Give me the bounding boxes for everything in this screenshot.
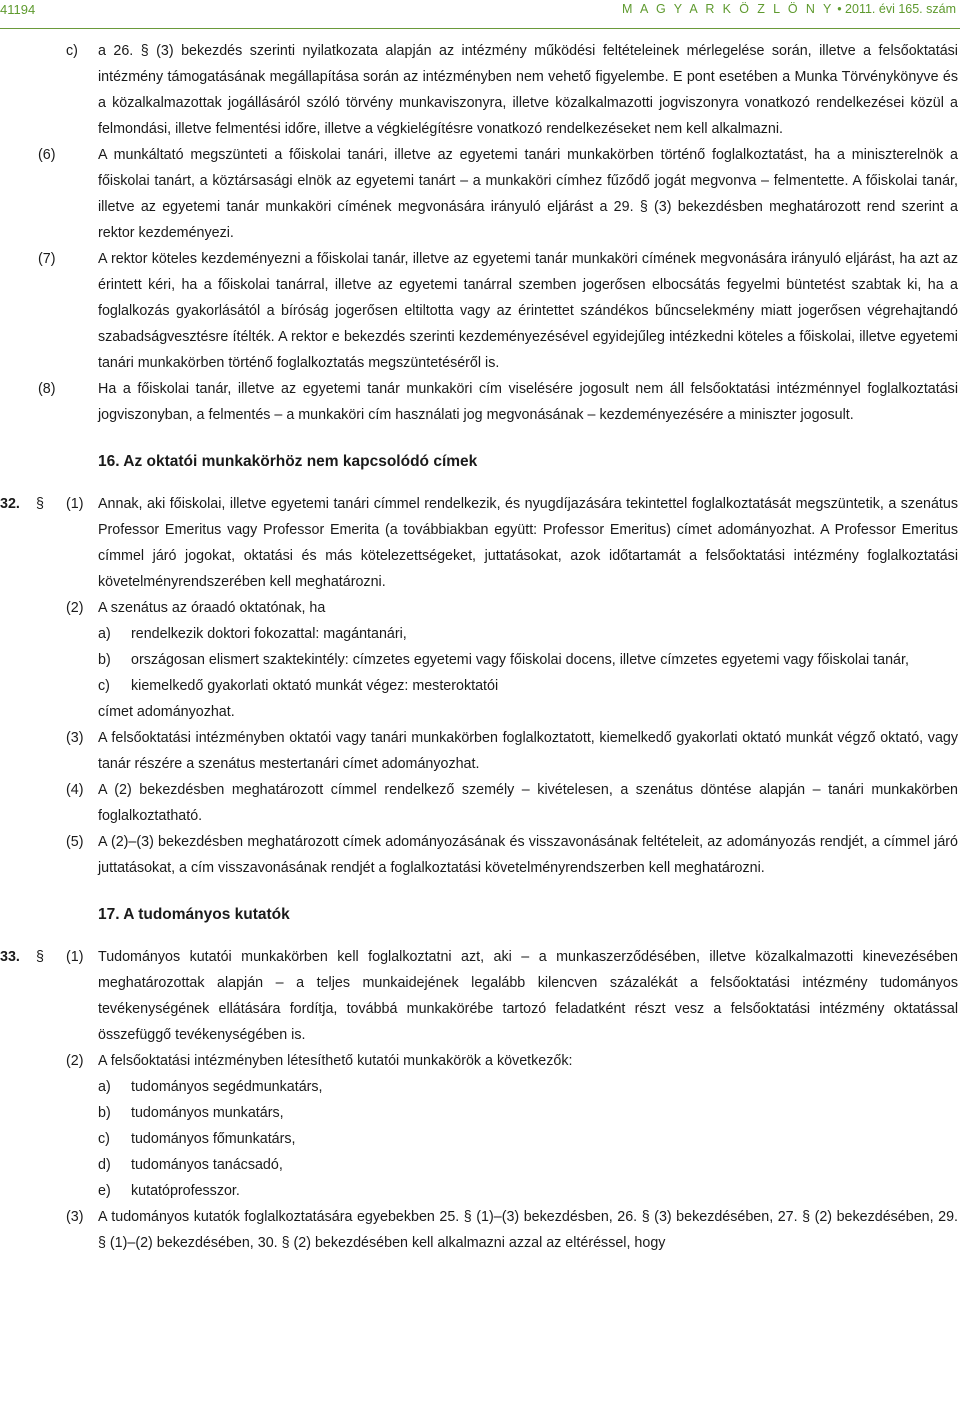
paragraph-label: (4) (66, 782, 84, 798)
paragraph-label: (6) (38, 147, 56, 163)
paragraph-text: a 26. § (3) bekezdés szerinti nyilatkozata alapján az intézmény működési feltételeinek mérlegelése során, illetve a felsőoktatási intézmény támogatásának megállapítása során az intézményben nem vehető figyelembe. E pont esetében a Munka Törvénykönyve és a közalkalmazottak jogállásáról szóló törvény munkaviszonyra, illetve közalkalmazotti jogviszonyra vonatkozó rendelkezései közül a felmondási, illetve felmentési időre, illetve a végkielégítésre vonatkozó rendelkezéseket nem kell alkalmazni. (98, 43, 958, 137)
list-item-label: b) (98, 652, 111, 668)
paragraph-label: (7) (38, 251, 56, 267)
list-item-text: tudományos tanácsadó, (131, 1157, 283, 1173)
section-33-paragraph-2 (0, 1048, 958, 1074)
paragraph-label: (3) (66, 1209, 84, 1225)
section-32-paragraph-4 (0, 777, 958, 829)
paragraph-outro: címet adományozhat. (98, 704, 235, 720)
list-item-label: c) (98, 1131, 110, 1147)
paragraph-label: c) (66, 43, 78, 59)
paragraph-text: Tudományos kutatói munkakörben kell foglalkoztatni azt, aki – a munkaszerződésében, illetve közalkalmazotti kinevezésében meghatározottak alapján – a teljes munkaidejének legalább kilencven százalékát a felsőoktatási intézmény tudományos tevékenységének ellátására fordítja, továbbá munkakörébe tartozó feladatként részt vesz a felsőoktatási intézmény oktatással összefüggő tevékenységében is. (98, 949, 958, 1043)
gazette-issue: • 2011. évi 165. szám (837, 2, 956, 16)
paragraph-label: (8) (38, 381, 56, 397)
section-32-paragraph-3 (0, 725, 958, 777)
paragraph-8 (0, 376, 958, 428)
paragraph-label: (1) (66, 496, 84, 512)
list-item-text: tudományos segédmunkatárs, (131, 1079, 323, 1095)
paragraph-text: A felsőoktatási intézményben oktatói vagy tanári munkakörben foglalkoztatott, kiemelkedő gyakorlati oktató munkát végző oktató, vagy tanár részére a szenátus mestertanári címet adományozhat. (98, 730, 958, 772)
list-item (0, 1152, 958, 1178)
document-body (0, 38, 958, 1256)
paragraph-label: (3) (66, 730, 84, 746)
paragraph-6 (0, 142, 958, 246)
paragraph-text: A (2)–(3) bekezdésben meghatározott címek adományozásának és visszavonásának feltételeit, az adományozás rendjét, a címmel járó juttatásokat, a cím visszavonásának rendjét a foglalkoztatási követelményrendszerben kell meghatározni. (98, 834, 958, 876)
paragraph-label: (1) (66, 949, 84, 965)
paragraph-label: (2) (66, 600, 84, 616)
list-item (0, 1074, 958, 1100)
list-item (0, 647, 958, 673)
header-rule (0, 28, 960, 29)
list-item-text: kutatóprofesszor. (131, 1183, 240, 1199)
section-sign: § (36, 496, 44, 512)
list-item (0, 1126, 958, 1152)
paragraph-text: A tudományos kutatók foglalkoztatására egyebekben 25. § (1)–(3) bekezdésben, 26. § (3) bekezdésében, 27. § (2) bekezdésében, 29. § (1)–(2) bekezdésében, 30. § (2) bekezdésében kell alkalmazni azzal az eltéréssel, hogy (98, 1209, 958, 1251)
paragraph-text: Annak, aki főiskolai, illetve egyetemi tanári címmel rendelkezik, és nyugdíjazására tekintettel foglalkoztatását megszüntetik, a szenátus Professor Emeritus vagy Professor Emerita (a továbbiakban együtt: Professor Emeritus) címet adományozhat. A Professor Emeritus címmel járó jogokat, oktatási és más kötelezettségeket, juttatásokat, azok időtartamát a felsőoktatási intézmény foglalkoztatási követelményrendszerében kell meghatározni. (98, 496, 958, 590)
section-heading-17: 17. A tudományos kutatók (98, 906, 290, 923)
list-item-label: e) (98, 1183, 111, 1199)
list-item-text: tudományos főmunkatárs, (131, 1131, 296, 1147)
section-32-paragraph-5 (0, 829, 958, 881)
paragraph-7 (0, 246, 958, 376)
list-item-text: kiemelkedő gyakorlati oktató munkát végez: mesteroktatói (131, 678, 499, 694)
list-item-label: c) (98, 678, 110, 694)
section-number: 32. (0, 496, 20, 512)
list-item-text: rendelkezik doktori fokozattal: magántanári, (131, 626, 407, 642)
paragraph-text: A munkáltató megszünteti a főiskolai tanári, illetve az egyetemi tanári munkakörben történő foglalkoztatást, ha a miniszterelnök a főiskolai tanárt, a köztársasági elnök az egyetemi tanárt – a munkaköri címhez fűződő jogát megvonva – felmentette. A főiskolai tanár, illetve az egyetemi tanár munkaköri címének megvonására irányuló eljárást a 29. § (3) bekezdésben meghatározott rend szerint a rektor kezdeményezi. (98, 147, 958, 241)
gazette-name: M A G Y A R K Ö Z L Ö N Y (622, 2, 834, 16)
paragraph-intro: A szenátus az óraadó oktatónak, ha (98, 600, 326, 616)
section-32-paragraph-1 (0, 491, 958, 595)
section-32-paragraph-2 (0, 595, 958, 621)
list-item-text: tudományos munkatárs, (131, 1105, 284, 1121)
list-item-label: a) (98, 626, 111, 642)
list-item-label: b) (98, 1105, 111, 1121)
paragraph-text: A (2) bekezdésben meghatározott címmel rendelkező személy – kivételesen, a szenátus döntése alapján – tanári munkakörben foglalkoztatható. (98, 782, 958, 824)
paragraph-label: (2) (66, 1053, 84, 1069)
paragraph-c (0, 38, 958, 142)
section-heading-16: 16. Az oktatói munkakörhöz nem kapcsolódó címek (98, 453, 478, 470)
list-item-label: d) (98, 1157, 111, 1173)
list-item (0, 621, 958, 647)
list-item (0, 1100, 958, 1126)
gazette-title (622, 2, 956, 16)
page-header (0, 0, 960, 28)
section-number: 33. (0, 949, 20, 965)
list-item (0, 1178, 958, 1204)
paragraph-intro: A felsőoktatási intézményben létesíthető kutatói munkakörök a következők: (98, 1053, 573, 1069)
page-number: 41194 (0, 2, 36, 17)
paragraph-label: (5) (66, 834, 84, 850)
list-item (0, 673, 958, 699)
section-33-paragraph-3 (0, 1204, 958, 1256)
paragraph-text: A rektor köteles kezdeményezni a főiskolai tanár, illetve az egyetemi tanár munkaköri címének megvonására irányuló eljárást, ha azt az érintett kéri, ha a főiskolai tanárral, illetve az egyetemi tanárral szemben jogerősen elbocsátás fegyelmi büntetést szabtak ki, ha a foglalkozás gyakorlásától a bíróság jogerősen eltiltotta vagy az érintettet szándékos bűncselekmény miatt jogerősen végrehajtandó szabadságvesztésre ítélték. A rektor e bekezdés szerinti kezdeményezésével egyidejűleg intézkedni köteles a főiskolai, illetve egyetemi tanári munkakörben történő foglalkoztatás megszüntetéséről is. (98, 251, 958, 371)
list-item-label: a) (98, 1079, 111, 1095)
section-33-paragraph-1 (0, 944, 958, 1048)
list-item-text: országosan elismert szaktekintély: címzetes egyetemi vagy főiskolai docens, illetve címzetes egyetemi vagy főiskolai tanár, (131, 652, 909, 668)
section-sign: § (36, 949, 44, 965)
paragraph-text: Ha a főiskolai tanár, illetve az egyetemi tanár munkaköri cím viselésére jogosult nem áll felsőoktatási intézménnyel foglalkoztatási jogviszonyban, a felmentés – a munkaköri cím használati jog megvonásának – kezdeményezésére a miniszter jogosult. (98, 381, 958, 423)
